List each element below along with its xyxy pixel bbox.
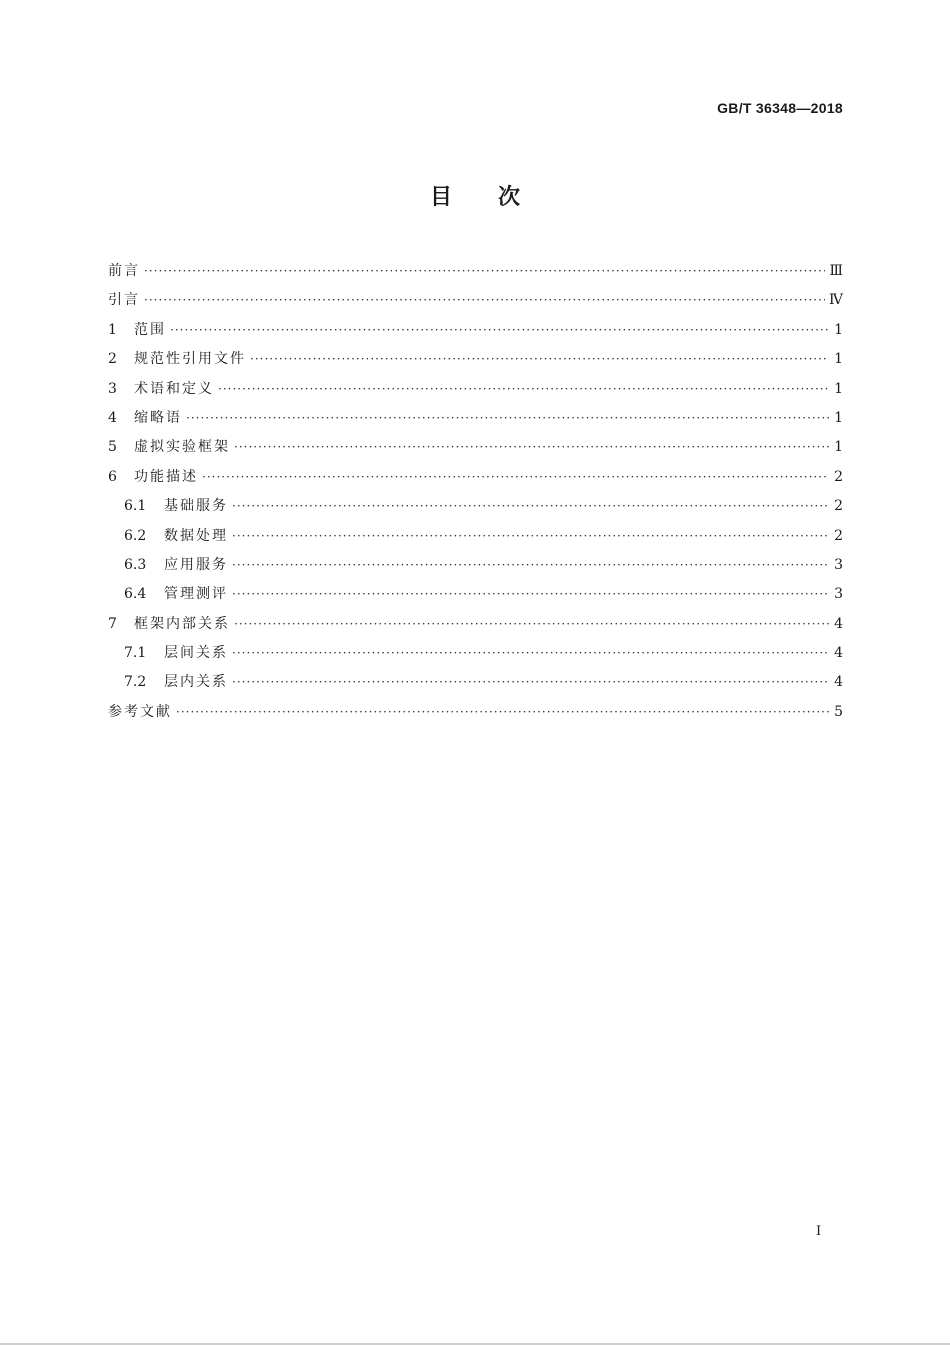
- toc-entry-number: 2: [108, 351, 117, 368]
- toc-entry-page: 1: [834, 409, 843, 426]
- toc-entry-page: 3: [834, 556, 843, 573]
- toc-dot-leader: [202, 463, 829, 492]
- toc-entry-page: 2: [834, 498, 843, 515]
- toc-dot-leader: [232, 522, 829, 551]
- table-of-contents: [108, 257, 843, 727]
- toc-entry-terms-definitions[interactable]: [108, 375, 843, 404]
- toc-entry-number: 6.3: [124, 556, 147, 573]
- toc-entry-abbreviations[interactable]: [108, 404, 843, 433]
- toc-title: 目次: [429, 185, 566, 210]
- toc-entry-title: 参考文献: [108, 703, 172, 720]
- toc-entry-number: 7.2: [124, 674, 147, 691]
- toc-entry-title: 范围: [134, 321, 166, 338]
- toc-dot-leader: [232, 639, 829, 668]
- toc-entry-title: 层间关系: [164, 645, 228, 662]
- toc-entry-title: 前言: [108, 263, 140, 279]
- toc-dot-leader: [232, 492, 829, 521]
- toc-entry-introduction[interactable]: [108, 286, 843, 315]
- toc-entry-management-evaluation[interactable]: [108, 580, 843, 609]
- toc-dot-leader: [234, 433, 829, 462]
- toc-entry-page: 2: [834, 468, 843, 485]
- toc-entry-number: 1: [108, 321, 117, 338]
- toc-entry-title: 框架内部关系: [134, 615, 230, 632]
- standard-number: GB/T 36348—2018: [717, 100, 843, 116]
- toc-entry-application-services[interactable]: [108, 551, 843, 580]
- page-number: Ⅰ: [816, 1224, 822, 1239]
- toc-entry-title: 数据处理: [164, 527, 228, 544]
- toc-entry-number: 7: [108, 615, 117, 632]
- toc-dot-leader: [250, 345, 829, 374]
- toc-dot-leader: [234, 610, 829, 639]
- toc-entry-number: 6: [108, 468, 117, 485]
- toc-entry-number: 5: [108, 439, 117, 456]
- toc-entry-bibliography[interactable]: [108, 698, 843, 727]
- toc-entry-title: 虚拟实验框架: [134, 439, 230, 456]
- toc-entry-page: Ⅲ: [829, 263, 843, 279]
- toc-entry-foreword[interactable]: [108, 257, 843, 286]
- toc-entry-title: 基础服务: [164, 498, 228, 515]
- toc-entry-number: 6.4: [124, 586, 147, 603]
- toc-entry-title: 引言: [108, 292, 140, 309]
- toc-dot-leader: [144, 286, 825, 315]
- toc-entry-title: 应用服务: [164, 556, 228, 573]
- toc-entry-number: 4: [108, 409, 117, 426]
- toc-entry-number: 6.1: [124, 498, 147, 515]
- toc-entry-page: 1: [834, 321, 843, 338]
- toc-dot-leader: [232, 580, 829, 609]
- toc-entry-page: 1: [834, 380, 843, 397]
- toc-dot-leader: [218, 375, 829, 404]
- toc-dot-leader: [144, 257, 825, 286]
- toc-entry-page: 1: [834, 351, 843, 368]
- toc-entry-title: 规范性引用文件: [134, 351, 246, 368]
- toc-entry-page: 1: [834, 439, 843, 456]
- toc-dot-leader: [170, 316, 829, 345]
- toc-entry-number: 7.1: [124, 645, 147, 662]
- toc-dot-leader: [176, 698, 829, 727]
- toc-entry-number: 3: [108, 380, 117, 397]
- toc-entry-intra-layer-relations[interactable]: [108, 668, 843, 697]
- toc-entry-number: 6.2: [124, 527, 147, 544]
- toc-entry-page: 4: [834, 645, 843, 662]
- toc-entry-page: 3: [834, 586, 843, 603]
- toc-entry-title: 术语和定义: [134, 380, 214, 397]
- toc-entry-inter-layer-relations[interactable]: [108, 639, 843, 668]
- toc-dot-leader: [232, 551, 829, 580]
- toc-entry-data-processing[interactable]: [108, 522, 843, 551]
- toc-dot-leader: [186, 404, 829, 433]
- toc-entry-function-description[interactable]: [108, 463, 843, 492]
- toc-dot-leader: [232, 668, 829, 697]
- toc-entry-page: 5: [834, 703, 843, 720]
- toc-entry-framework[interactable]: [108, 433, 843, 462]
- toc-entry-page: 2: [834, 527, 843, 544]
- toc-entry-basic-services[interactable]: [108, 492, 843, 521]
- toc-entry-internal-relations[interactable]: [108, 610, 843, 639]
- toc-entry-title: 管理测评: [164, 586, 228, 603]
- toc-entry-title: 功能描述: [134, 468, 198, 485]
- toc-entry-page: 4: [834, 674, 843, 691]
- toc-entry-normative-references[interactable]: [108, 345, 843, 374]
- toc-entry-title: 层内关系: [164, 674, 228, 691]
- toc-entry-page: 4: [834, 615, 843, 632]
- toc-entry-scope[interactable]: [108, 316, 843, 345]
- toc-entry-title: 缩略语: [134, 409, 182, 426]
- toc-entry-page: Ⅳ: [829, 292, 843, 309]
